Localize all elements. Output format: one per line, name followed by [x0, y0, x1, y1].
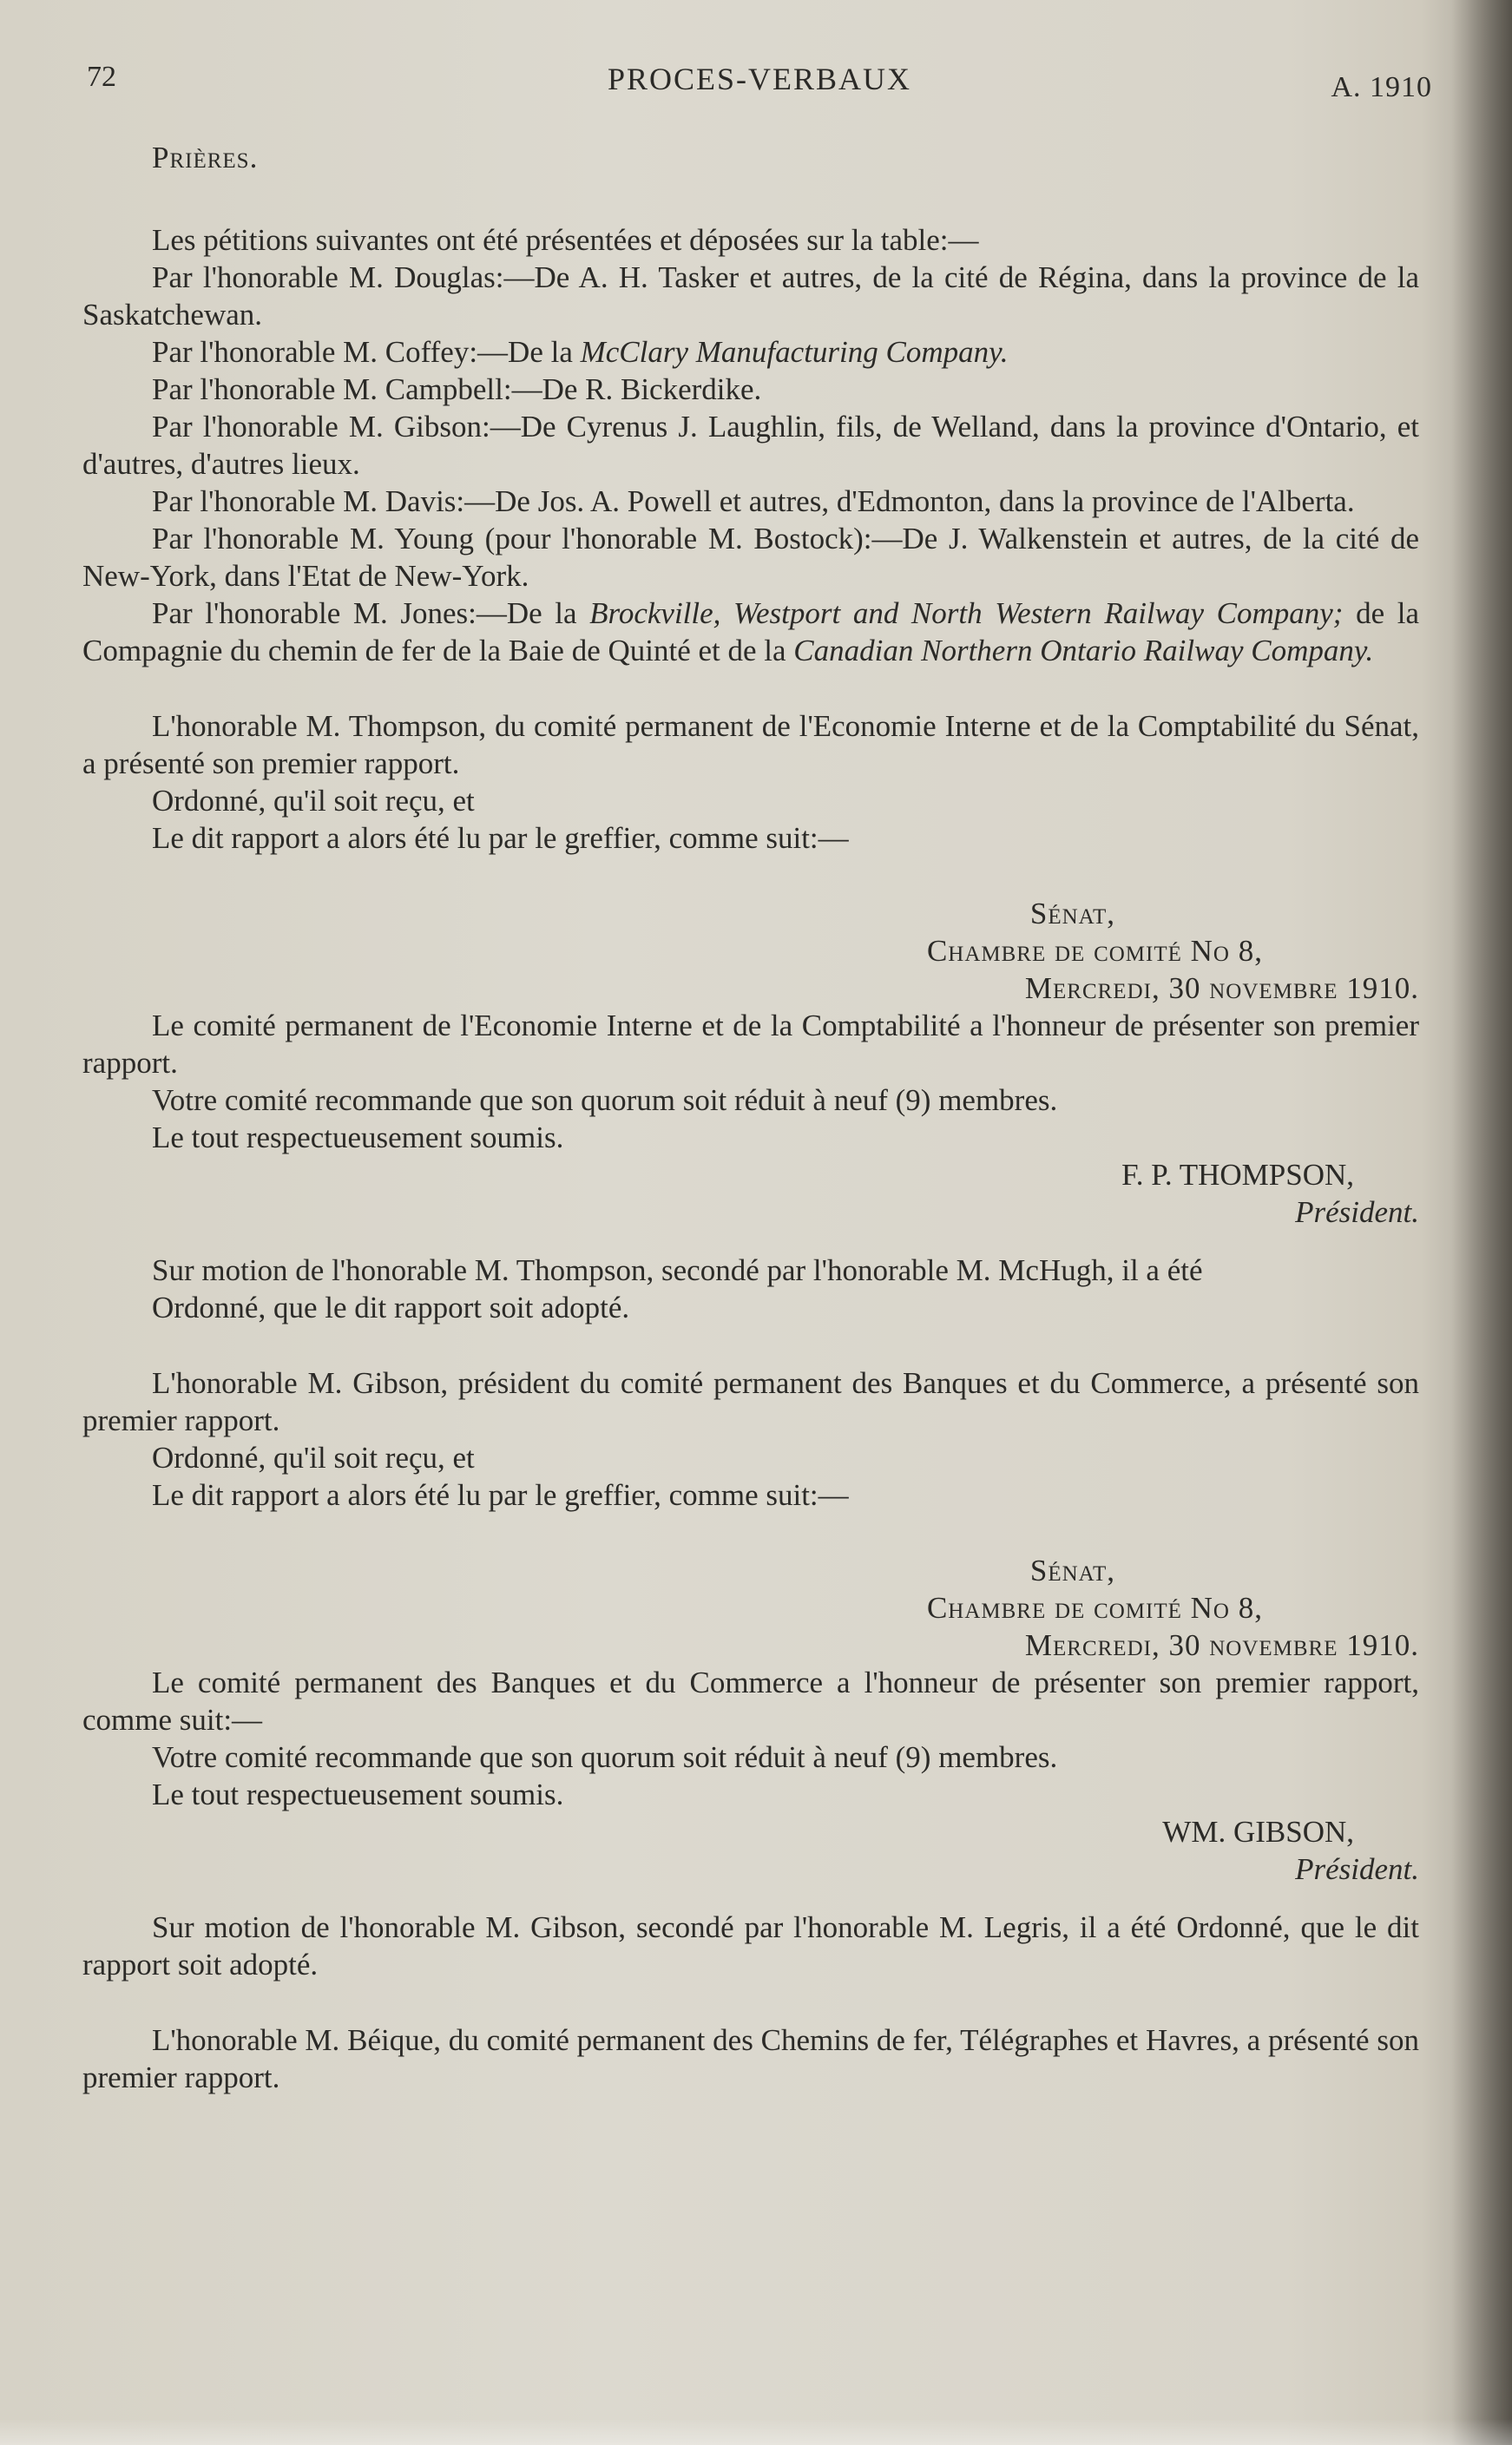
report1-signature: F. P. THOMPSON,	[1121, 1158, 1354, 1192]
petition-item: Par l'honorable M. Gibson:—De Cyrenus J. Laughlin, fils, de Welland, dans la province d'Ontario, et d'autres, d'autres lieux.	[82, 410, 1419, 481]
page-body	[82, 139, 1419, 2096]
report2-read: Le dit rapport a alors été lu par le greffier, comme suit:—	[152, 1478, 849, 1512]
report2-date	[82, 1627, 1419, 1664]
report1-signature-title: Président.	[1295, 1195, 1419, 1229]
report1-place: Sénat,	[1029, 897, 1115, 930]
petition-text: de la Compagnie du chemin de fer de la Baie de Quinté et de la	[82, 596, 1419, 667]
report2-date-text: Mercredi, 30 novembre 1910.	[1024, 1628, 1419, 1662]
report1-text: Le comité permanent de l'Economie Interne et de la Comptabilité a l'honneur de présenter son premier rapport.	[82, 1009, 1419, 1080]
report2-recommendation: Votre comité recommande que son quorum soit réduit à neuf (9) membres.	[152, 1740, 1058, 1774]
company-name: Canadian Northern Ontario Railway Company.	[793, 634, 1374, 667]
report2-ordered: Ordonné, qu'il soit reçu, et	[152, 1441, 475, 1475]
report2-closing: Le tout respectueusement soumis.	[152, 1778, 564, 1811]
report2-motion: Sur motion de l'honorable M. Gibson, secondé par l'honorable M. Legris, il a été Ordonné, que le dit rapport soit adopté.	[82, 1910, 1419, 1982]
report2-signature-title: Président.	[1295, 1852, 1419, 1886]
report2-place: Sénat,	[1029, 1554, 1115, 1587]
report1-room: Chambre de comité No 8,	[926, 934, 1263, 968]
report2-signature: WM. GIBSON,	[1162, 1815, 1354, 1849]
petition-item: Par l'honorable M. Douglas:—De A. H. Tasker et autres, de la cité de Régina, dans la province de la Saskatchewan.	[82, 260, 1419, 332]
prayers-heading: Prières.	[152, 141, 259, 174]
page-number: 72	[87, 61, 116, 93]
petition-text: Par l'honorable M. Jones:—De la	[152, 596, 590, 630]
petition-item	[82, 333, 1419, 371]
report1-intro: L'honorable M. Thompson, du comité permanent de l'Economie Interne et de la Comptabilité du Sénat, a présenté son premier rapport.	[82, 709, 1419, 780]
report1-adopted: Ordonné, que le dit rapport soit adopté.	[152, 1291, 630, 1324]
report1-date-text: Mercredi, 30 novembre 1910.	[1024, 971, 1419, 1005]
petition-item: Par l'honorable M. Young (pour l'honorable M. Bostock):—De J. Walkenstein et autres, de la cité de New-York, dans l'Etat de New-York.	[82, 522, 1419, 593]
report1-header	[82, 895, 1419, 1007]
company-name: Brockville, Westport and North Western Railway Company;	[589, 596, 1344, 630]
report2-room: Chambre de comité No 8,	[926, 1591, 1263, 1625]
book-gutter-shadow	[1451, 0, 1512, 2445]
report1-recommendation: Votre comité recommande que son quorum soit réduit à neuf (9) membres.	[152, 1083, 1058, 1117]
running-title: PROCES-VERBAUX	[607, 62, 912, 96]
report1-motion: Sur motion de l'honorable M. Thompson, secondé par l'honorable M. McHugh, il a été	[152, 1253, 1203, 1287]
report2-text: Le comité permanent des Banques et du Commerce a l'honneur de présenter son premier rapport, comme suit:—	[82, 1666, 1419, 1737]
page-bottom-edge	[0, 2419, 1512, 2445]
report2-header	[82, 1552, 1419, 1664]
report3-intro: L'honorable M. Béique, du comité permanent des Chemins de fer, Télégraphes et Havres, a présenté son premier rapport.	[82, 2023, 1419, 2094]
petition-item	[82, 595, 1419, 669]
petition-item: Par l'honorable M. Campbell:—De R. Bickerdike.	[152, 372, 762, 406]
session-year: A. 1910	[1331, 71, 1432, 103]
petitions-intro: Les pétitions suivantes ont été présentées et déposées sur la table:—	[152, 223, 979, 257]
report2-intro: L'honorable M. Gibson, président du comité permanent des Banques et du Commerce, a présenté son premier rapport.	[82, 1366, 1419, 1437]
page-header	[87, 61, 1432, 113]
report1-closing: Le tout respectueusement soumis.	[152, 1121, 564, 1154]
company-name: McClary Manufacturing Company.	[580, 335, 1009, 369]
report1-read: Le dit rapport a alors été lu par le greffier, comme suit:—	[152, 821, 849, 855]
report1-date	[82, 969, 1419, 1007]
report1-ordered: Ordonné, qu'il soit reçu, et	[152, 784, 475, 818]
petition-item: Par l'honorable M. Davis:—De Jos. A. Powell et autres, d'Edmonton, dans la province de l'Alberta.	[152, 484, 1355, 518]
petition-text: Par l'honorable M. Coffey:—De la	[152, 335, 581, 369]
